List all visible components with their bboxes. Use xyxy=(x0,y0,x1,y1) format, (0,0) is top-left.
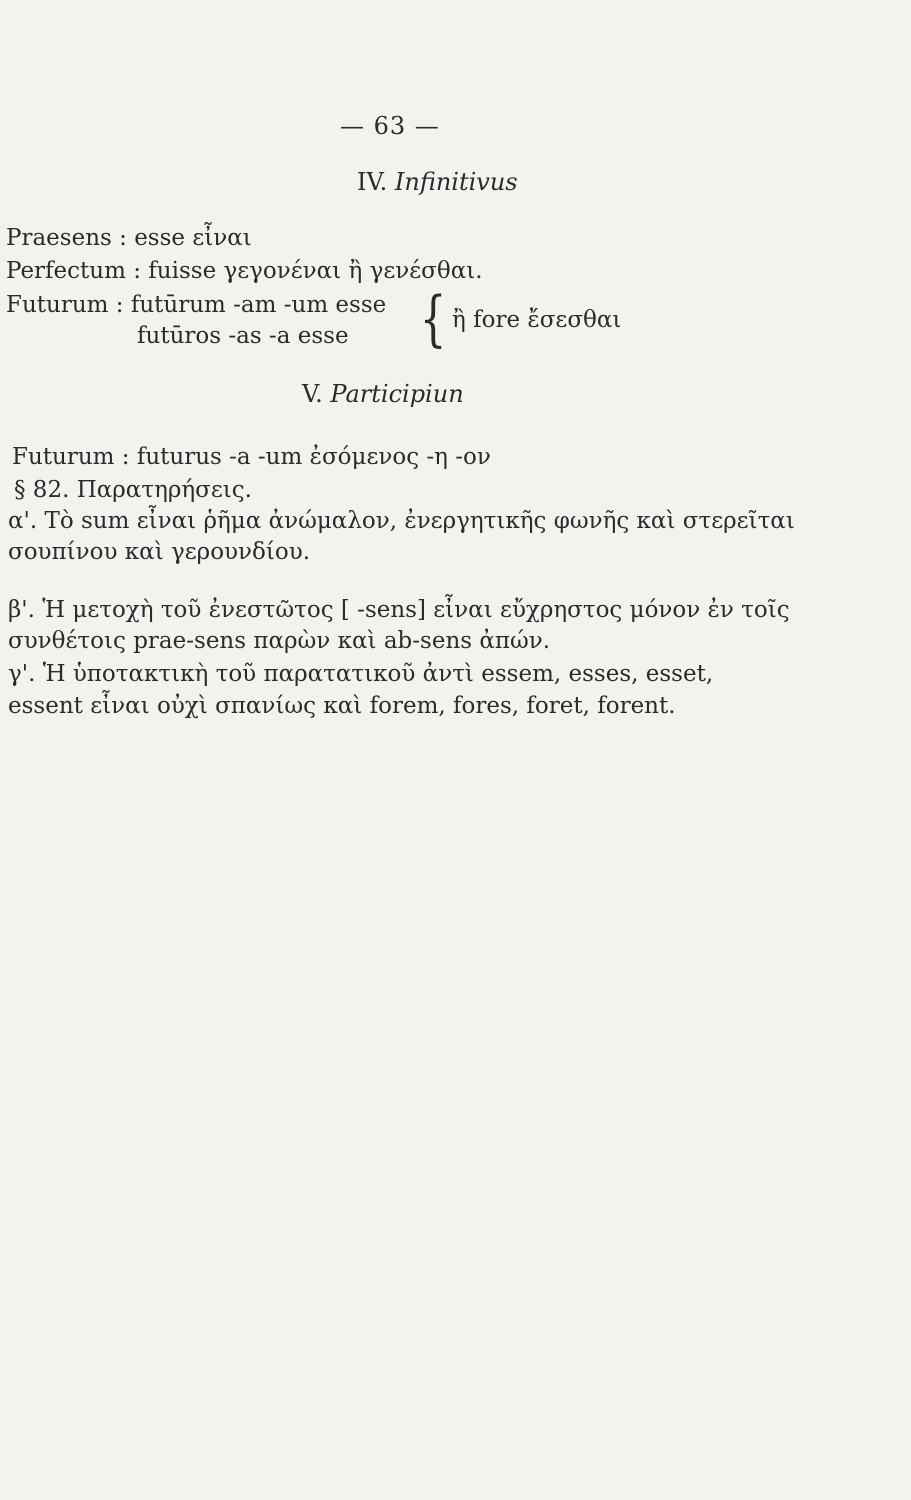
infinitive-futurum-line1: Futurum : futūrum -am -um esse xyxy=(6,292,387,318)
curly-brace-icon: { xyxy=(419,284,447,354)
remark-alpha-line1: α'. Τὸ sum εἶναι ῥῆμα ἀνώμαλον, ἐνεργητικῆς φωνῆς καὶ στερεῖται xyxy=(8,508,795,534)
infinitive-futurum-alternative: ἢ fore ἔσεσθαι xyxy=(452,307,622,333)
heading-participium xyxy=(302,380,464,408)
remark-alpha-line2: σουπίνου καὶ γερουνδίου. xyxy=(8,539,311,565)
remark-gamma-line1: γ'. Ἡ ὑποτακτικὴ τοῦ παρατατικοῦ ἀντὶ essem, esses, esset, xyxy=(8,661,714,687)
infinitive-praesens: Praesens : esse εἶναι xyxy=(6,225,252,251)
remark-beta-line1: β'. Ἡ μετοχὴ τοῦ ἐνεστῶτος [ -sens] εἶναι εὔχρηστος μόνον ἐν τοῖς xyxy=(8,597,790,623)
remark-beta-line2: συνθέτοις prae-sens παρὼν καὶ ab-sens ἀπών. xyxy=(8,628,551,654)
page-number: — 63 — xyxy=(340,112,440,140)
heading-infinitivus xyxy=(357,168,518,196)
infinitive-perfectum: Perfectum : fuisse γεγονέναι ἢ γενέσθαι. xyxy=(6,258,483,284)
participle-futurum: Futurum : futurus -a -um ἐσόμενος -η -ον xyxy=(12,444,491,470)
heading-infinitivus-title: Infinitivus xyxy=(394,168,518,196)
remarks-section-heading: § 82. Παρατηρήσεις. xyxy=(14,477,252,503)
heading-infinitivus-numeral: IV. xyxy=(357,168,388,196)
heading-participium-numeral: V. xyxy=(302,380,323,408)
infinitive-futurum-line2: futūros -as -a esse xyxy=(137,323,349,349)
heading-participium-title: Participiun xyxy=(330,380,464,408)
remark-gamma-line2: essent εἶναι οὐχὶ σπανίως καὶ forem, fores, foret, forent. xyxy=(8,693,676,719)
